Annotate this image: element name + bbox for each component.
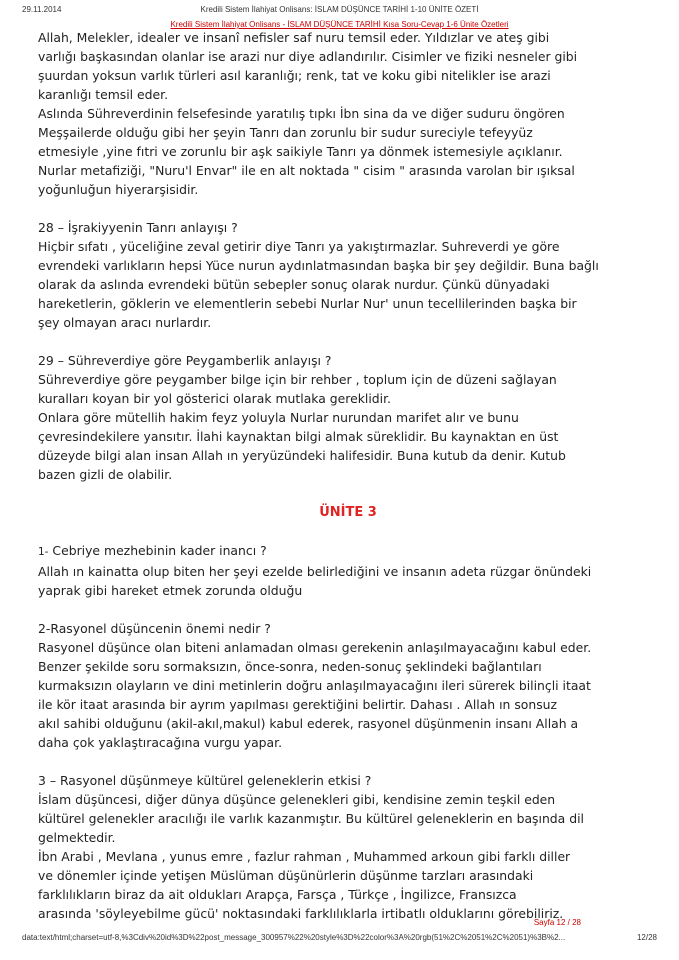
text-line: Nurlar metafiziği, "Nuru'l Envar" ile en alt noktada " cisim " arasında varolan bir ışıksal: [38, 163, 575, 178]
print-page-number: 12/28: [636, 933, 657, 942]
text-line: olarak da aslında evrendeki bütün sebepler sonuç olarak nurdur. Çünkü dünyadaki: [38, 277, 550, 292]
intro-paragraph: [38, 28, 658, 199]
document-subtitle-link[interactable]: Kredili Sistem İlahiyat Onlisans - İSLAM DÜŞÜNCE TARİHİ Kısa Soru-Cevap 1-6 Ünite Özetleri: [170, 20, 509, 29]
text-line: kurmaksızın olayların ve dini metinlerin doğru anlaşılmayacağını ileri sürerek bilinçli itaat: [38, 678, 591, 693]
text-line: ile kör itaat arasında bir ayrım yapılması gerektiğini belirtir. Dahası . Allah ın sonsuz: [38, 697, 558, 712]
text-line: çevresindekilere yansıtır. İlahi kaynaktan bilgi almak süreklidir. Bu kaynaktan en üst: [38, 429, 559, 444]
text-line: ve dönemler içinde yetişen Müslüman düşünürlerin düşünme tarzları arasındaki: [38, 868, 534, 883]
text-line: gelmektedir.: [38, 830, 116, 845]
text-line: Rasyonel düşünce olan biteni anlamadan olması gerekenin anlaşılmayacağını kabul eder.: [38, 640, 592, 655]
text-line: Allah, Melekler, idealer ve insanî nefisler saf nuru temsil eder. Yıldızlar ve ateş gibi: [38, 30, 550, 45]
text-line: daha çok yaklaştıracağına vurgu yapar.: [38, 735, 283, 750]
question-29: [38, 351, 658, 484]
text-line: İbn Arabi , Mevlana , yunus emre , fazlur rahman , Muhammed arkoun gibi farklı diller: [38, 849, 571, 864]
text-line: yoğunluğun hiyerarşisidir.: [38, 182, 199, 197]
print-source-url: data:text/html;charset=utf-8,%3Cdiv%20id%3D%22post_message_300957%22%20style%3D%22color%3A%20rgb(51%2C%2051%2C%2051)%3B%2...: [22, 933, 566, 942]
text-line: şey olmayan aracı nurlardır.: [38, 315, 212, 330]
print-date: 29.11.2014: [22, 5, 62, 14]
text-line: Onlara göre mütellih hakim feyz yoluyla Nurlar nurundan marifet alır ve bunu: [38, 410, 519, 425]
text-line: düzeyde bilgi alan insan Allah ın yeryüzündeki halifesidir. Buna kutub da denir. Kutub: [38, 448, 566, 463]
text-line: yaprak gibi hareket etmek zorunda olduğu: [38, 583, 303, 598]
text-line: Sühreverdiye göre peygamber bilge için bir rehber , toplum için de düzeni sağlayan: [38, 372, 557, 387]
question-title: 3 – Rasyonel düşünmeye kültürel geleneklerin etkisi ?: [38, 773, 372, 788]
text-line: arasında 'söyleyebilme gücü' noktasındaki farklılıklarla irtibatlı olduklarını görebiliriz.: [38, 906, 564, 921]
text-line: hareketlerin, göklerin ve elementlerin sebebi Nurlar Nur' unun tecellilerinden başka bir: [38, 296, 577, 311]
print-page-title: Kredili Sistem İlahiyat Onlisans: İSLAM DÜŞÜNCE TARİHİ 1-10 ÜNİTE ÖZETİ: [200, 5, 479, 14]
text-line: kuralları koyan bir yol gösterici olarak mutlaka gereklidir.: [38, 391, 391, 406]
question-28: [38, 218, 658, 332]
text-line: varlığı başkasından olanlar ise arazi nur diye adlandırılır. Cisimler ve fiziki nesneler gibi: [38, 49, 578, 64]
question-title-text: Cebriye mezhebinin kader inancı ?: [48, 543, 267, 558]
text-line: akıl sahibi olduğunu (akil-akıl,makul) kabul ederek, rasyonel düşünmenin insanı Allah a: [38, 716, 579, 731]
text-line: Aslında Sühreverdinin felsefesinde yaratılış tıpkı İbn sina da ve diğer suduru öngören: [38, 106, 565, 121]
text-line: İslam düşüncesi, diğer dünya düşünce gelenekleri gibi, kendisine zemin teşkil eden: [38, 792, 556, 807]
page-indicator: Sayfa 12 / 28: [533, 918, 581, 927]
text-line: karanlığı temsil eder.: [38, 87, 169, 102]
unit3-question-1: [38, 541, 658, 600]
text-line: Hiçbir sıfatı , yüceliğine zeval getirir diye Tanrı ya yakıştırmazlar. Suhreverdi ye göre: [38, 239, 560, 254]
question-number: 1-: [38, 546, 49, 558]
question-title: 2-Rasyonel düşüncenin önemi nedir ?: [38, 621, 271, 636]
unit-heading: ÜNİTE 3: [319, 505, 377, 520]
question-title: [38, 541, 658, 562]
article-body: [38, 28, 658, 923]
question-title: 29 – Sühreverdiye göre Peygamberlik anlayışı ?: [38, 353, 332, 368]
text-line: bazen gizli de olabilir.: [38, 467, 173, 482]
question-title: 28 – İşrakiyyenin Tanrı anlayışı ?: [38, 220, 238, 235]
unit3-question-2: [38, 619, 658, 752]
text-line: Allah ın kainatta olup biten her şeyi ezelde belirlediğini ve insanın adeta rüzgar önündeki: [38, 564, 592, 579]
text-line: farklılıkların biraz da ait oldukları Arapça, Farsça , Türkçe , İngilizce, Fransızca: [38, 887, 517, 902]
text-line: etmesiyle ,yine fıtri ve zorunlu bir aşk saikiyle Tanrı ya dönmek istemesiyle açıklanır.: [38, 144, 563, 159]
text-line: Meşşailerde olduğu gibi her şeyin Tanrı dan zorunlu bir sudur sureciyle tefeyyüz: [38, 125, 533, 140]
text-line: evrendeki varlıkların hepsi Yüce nurun aydınlatmasından başka bir şey değildir. Buna bağlı: [38, 258, 599, 273]
text-line: kültürel gelenekler aracılığı ile varlık kazanmıştır. Bu kültürel geleneklerin en başında dil: [38, 811, 584, 826]
text-line: Benzer şekilde soru sormaksızın, önce-sonra, neden-sonuç şeklindeki bağlantıları: [38, 659, 542, 674]
unit3-question-3: [38, 771, 658, 923]
text-line: şuurdan yoksun varlık türleri asıl karanlığı; renk, tat ve koku gibi nitelikler ise arazi: [38, 68, 551, 83]
